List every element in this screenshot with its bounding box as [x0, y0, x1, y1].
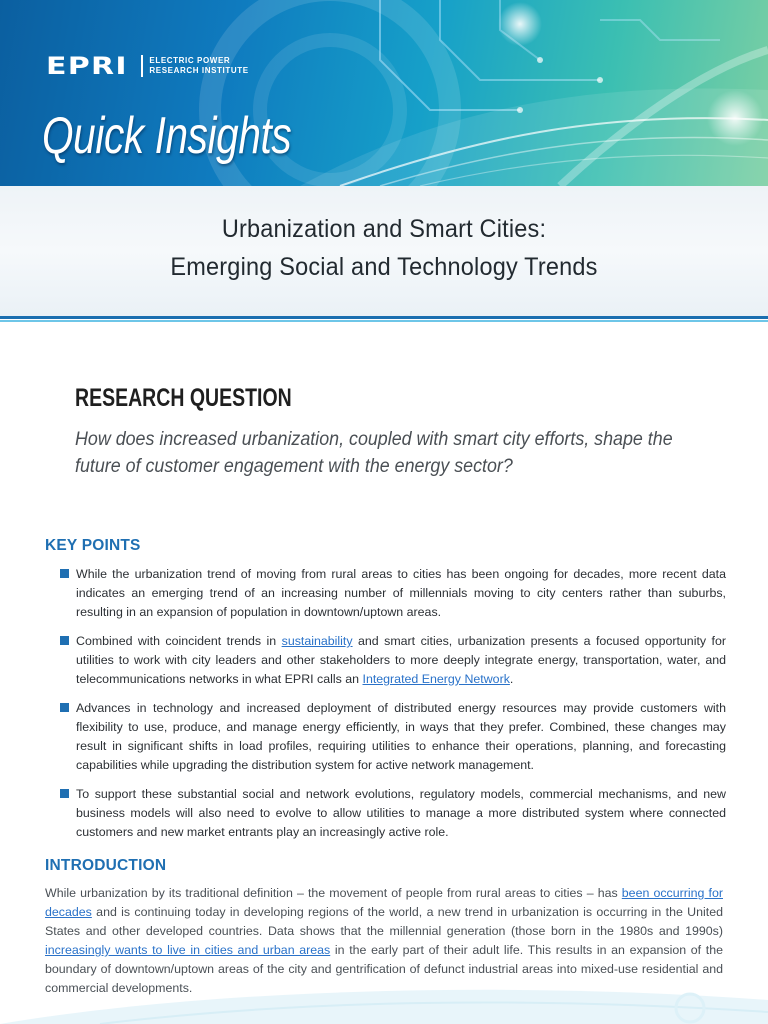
- key-points-list: [58, 565, 726, 852]
- list-item: [58, 785, 726, 842]
- occurring-for-decades-link[interactable]: been occurring for decades: [45, 886, 723, 919]
- square-bullet-icon: [60, 703, 69, 712]
- key-points-heading: KEY POINTS: [45, 537, 141, 554]
- document-title-line-1: Urbanization and Smart Cities:: [221, 215, 547, 243]
- live-in-cities-link[interactable]: increasingly wants to live in cities and urban areas: [45, 943, 331, 957]
- divider-rule: [0, 316, 768, 319]
- integrated-energy-network-link[interactable]: Integrated Energy Network: [362, 672, 510, 686]
- intro-text-middle: and is continuing today in developing regions of the world, a new trend in urbanization is occurring in the United States and other developed countries. Data shows that the millennial generation (those born in the 1980s and 1990s): [45, 905, 723, 938]
- divider-rule-accent: [0, 320, 768, 322]
- header-banner: [0, 0, 768, 186]
- logo-line-1: ELECTRIC POWER: [149, 56, 231, 65]
- list-item: [58, 565, 726, 622]
- list-item: [58, 632, 726, 689]
- list-item: [58, 699, 726, 775]
- intro-text-end: in the early part of their adult life. This results in an expansion of the boundary of downtown/uptown areas of the city and gentrification of defunct industrial areas into mixed-use residential and commercial developments.: [45, 943, 723, 995]
- epri-logo: [46, 54, 249, 78]
- logo-wordmark: [149, 56, 248, 76]
- title-band: [0, 186, 768, 316]
- introduction-heading: INTRODUCTION: [45, 857, 167, 874]
- key-point-text-start: Combined with coincident trends in: [76, 634, 282, 648]
- key-point-text: Advances in technology and increased deployment of distributed energy resources may provide customers with flexibility to use, produce, and manage energy efficiently, in ways that they prefer. Combined, these changes may result in significant shifts in load profiles, requiring utilities to enhance their operations, planning, and forecasting capabilities while upgrading the distribution system for active network management.: [76, 701, 726, 772]
- research-question-text: How does increased urbanization, coupled with smart city efforts, shape the future of customer engagement with the energy sector?: [75, 429, 673, 477]
- sustainability-link[interactable]: sustainability: [281, 634, 353, 648]
- square-bullet-icon: [60, 789, 69, 798]
- series-title: Quick Insights: [42, 107, 292, 165]
- logo-line-2: RESEARCH INSTITUTE: [149, 66, 249, 75]
- intro-text-start: While urbanization by its traditional definition – the movement of people from rural areas to cities – has: [45, 886, 622, 900]
- key-point-text-end: .: [509, 672, 514, 686]
- footer-decoration: [0, 960, 768, 1024]
- square-bullet-icon: [60, 569, 69, 578]
- key-point-text: While the urbanization trend of moving from rural areas to cities has been ongoing for decades, more recent data indicates an emerging trend of an increasing number of millennials moving to city centers rather than suburbs, resulting in an expansion of population in downtown/uptown areas.: [76, 567, 726, 619]
- logo-mark: EPRI: [46, 52, 128, 80]
- logo-divider: [141, 55, 143, 77]
- square-bullet-icon: [60, 636, 69, 645]
- key-point-text-middle: and smart cities, urbanization presents a focused opportunity for utilities to work with city leaders and other stakeholders to more deeply integrate energy, transportation, water, and telecommunications networks in what EPRI calls an: [76, 634, 726, 686]
- key-point-text: To support these substantial social and network evolutions, regulatory models, commercial mechanisms, and new business models will also need to evolve to allow utilities to manage a more distributed system where connected customers and new market entrants play an increasingly active role.: [76, 787, 726, 839]
- document-title-line-2: Emerging Social and Technology Trends: [170, 253, 598, 281]
- research-question-heading: RESEARCH QUESTION: [75, 384, 292, 412]
